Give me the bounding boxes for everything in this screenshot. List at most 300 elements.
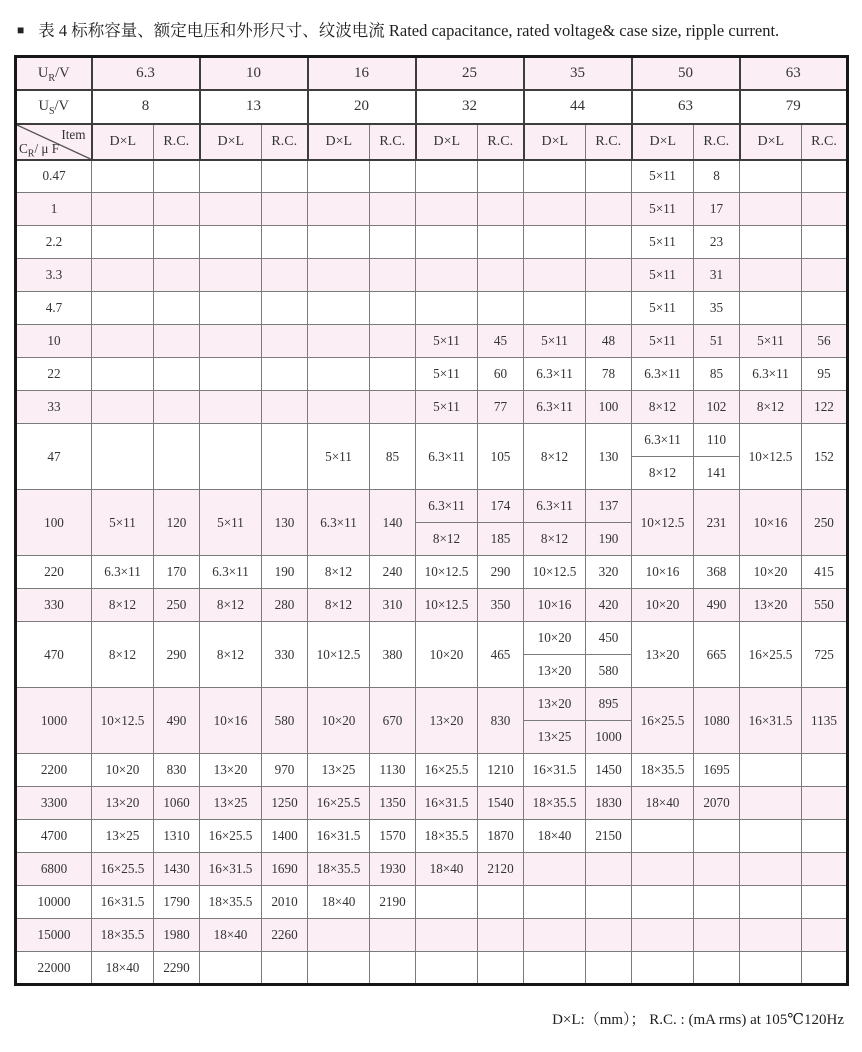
ripple-current-cell: 290 bbox=[478, 556, 524, 589]
empty-cell bbox=[92, 193, 154, 226]
case-size-cell: 8×12 bbox=[740, 391, 802, 424]
empty-cell bbox=[200, 292, 262, 325]
table-title bbox=[17, 17, 779, 41]
ripple-current-cell: 130 bbox=[262, 490, 308, 556]
empty-cell bbox=[802, 919, 848, 952]
ripple-current-cell: 1790 bbox=[154, 886, 200, 919]
case-size-cell: 6.3×11 bbox=[524, 391, 586, 424]
empty-cell bbox=[154, 259, 200, 292]
case-size-cell: 6.3×11 bbox=[524, 358, 586, 391]
empty-cell bbox=[740, 853, 802, 886]
ripple-current-cell: 1400 bbox=[262, 820, 308, 853]
surge-voltage-value: 79 bbox=[740, 90, 848, 124]
cr-label-subscript: R bbox=[27, 148, 35, 160]
case-size-cell: 5×11 bbox=[200, 490, 262, 556]
case-size-cell: 16×31.5 bbox=[200, 853, 262, 886]
case-size-cell: 10×12.5 bbox=[92, 688, 154, 754]
ripple-current-cell: 2120 bbox=[478, 853, 524, 886]
rc-header-cell: R.C. bbox=[586, 124, 632, 160]
data-row bbox=[16, 160, 848, 193]
empty-cell bbox=[308, 193, 370, 226]
empty-cell bbox=[740, 226, 802, 259]
empty-cell bbox=[632, 886, 694, 919]
surge-voltage-row bbox=[16, 90, 848, 124]
case-size-cell: 8×12 bbox=[632, 391, 694, 424]
ur-label-base: U bbox=[37, 64, 49, 81]
ripple-current-cell: 35 bbox=[694, 292, 740, 325]
case-size-cell: 10×12.5 bbox=[416, 556, 478, 589]
empty-cell bbox=[92, 160, 154, 193]
case-size-cell: 10×16 bbox=[524, 589, 586, 622]
empty-cell bbox=[262, 160, 308, 193]
empty-cell bbox=[802, 160, 848, 193]
empty-cell bbox=[154, 292, 200, 325]
data-row bbox=[16, 952, 848, 985]
data-row bbox=[16, 622, 848, 655]
ripple-current-cell: 100 bbox=[586, 391, 632, 424]
empty-cell bbox=[370, 259, 416, 292]
case-size-cell: 5×11 bbox=[308, 424, 370, 490]
empty-cell bbox=[92, 292, 154, 325]
table-body bbox=[16, 160, 848, 985]
empty-cell bbox=[200, 358, 262, 391]
empty-cell bbox=[200, 226, 262, 259]
ripple-current-cell: 465 bbox=[478, 622, 524, 688]
ripple-current-cell: 490 bbox=[694, 589, 740, 622]
empty-cell bbox=[262, 358, 308, 391]
empty-cell bbox=[308, 226, 370, 259]
case-size-cell: 5×11 bbox=[632, 160, 694, 193]
empty-cell bbox=[308, 259, 370, 292]
ripple-current-cell: 550 bbox=[802, 589, 848, 622]
case-size-cell: 18×35.5 bbox=[416, 820, 478, 853]
rc-header-cell: R.C. bbox=[154, 124, 200, 160]
empty-cell bbox=[308, 919, 370, 952]
ripple-current-cell: 2190 bbox=[370, 886, 416, 919]
empty-cell bbox=[308, 358, 370, 391]
case-size-cell: 6.3×11 bbox=[200, 556, 262, 589]
case-size-cell: 5×11 bbox=[416, 358, 478, 391]
units-footnote: D×L:（mm）； R.C. : (mA rms) at 105℃120Hz bbox=[552, 1012, 844, 1028]
ripple-current-cell: 670 bbox=[370, 688, 416, 754]
ripple-current-cell: 85 bbox=[694, 358, 740, 391]
empty-cell bbox=[694, 886, 740, 919]
empty-cell bbox=[740, 919, 802, 952]
empty-cell bbox=[586, 952, 632, 985]
empty-cell bbox=[802, 787, 848, 820]
ripple-current-cell: 580 bbox=[586, 655, 632, 688]
empty-cell bbox=[370, 358, 416, 391]
empty-cell bbox=[524, 292, 586, 325]
ripple-current-cell: 380 bbox=[370, 622, 416, 688]
ripple-current-cell: 1250 bbox=[262, 787, 308, 820]
data-row bbox=[16, 325, 848, 358]
empty-cell bbox=[370, 391, 416, 424]
ripple-current-cell: 31 bbox=[694, 259, 740, 292]
rated-voltage-value: 10 bbox=[200, 57, 308, 90]
dxl-header-cell: D×L bbox=[200, 124, 262, 160]
ripple-current-cell: 250 bbox=[802, 490, 848, 556]
empty-cell bbox=[262, 193, 308, 226]
empty-cell bbox=[632, 952, 694, 985]
case-size-cell: 8×12 bbox=[632, 457, 694, 490]
empty-cell bbox=[370, 952, 416, 985]
empty-cell bbox=[694, 952, 740, 985]
ripple-current-cell: 450 bbox=[586, 622, 632, 655]
capacitance-cell: 3.3 bbox=[16, 259, 92, 292]
case-size-cell: 16×25.5 bbox=[200, 820, 262, 853]
empty-cell bbox=[262, 259, 308, 292]
case-size-cell: 18×40 bbox=[200, 919, 262, 952]
ripple-current-cell: 2290 bbox=[154, 952, 200, 985]
ripple-current-cell: 350 bbox=[478, 589, 524, 622]
case-size-cell: 16×25.5 bbox=[92, 853, 154, 886]
rated-voltage-value: 35 bbox=[524, 57, 632, 90]
rc-header-cell: R.C. bbox=[370, 124, 416, 160]
data-row bbox=[16, 292, 848, 325]
case-size-cell: 13×20 bbox=[740, 589, 802, 622]
empty-cell bbox=[632, 919, 694, 952]
ripple-current-cell: 1690 bbox=[262, 853, 308, 886]
empty-cell bbox=[200, 325, 262, 358]
empty-cell bbox=[416, 292, 478, 325]
case-size-cell: 18×35.5 bbox=[524, 787, 586, 820]
empty-cell bbox=[740, 193, 802, 226]
empty-cell bbox=[802, 226, 848, 259]
empty-cell bbox=[92, 358, 154, 391]
empty-cell bbox=[586, 160, 632, 193]
dxl-header-cell: D×L bbox=[416, 124, 478, 160]
data-row bbox=[16, 391, 848, 424]
empty-cell bbox=[740, 787, 802, 820]
empty-cell bbox=[416, 259, 478, 292]
rated-voltage-value: 63 bbox=[740, 57, 848, 90]
empty-cell bbox=[802, 886, 848, 919]
surge-voltage-value: 63 bbox=[632, 90, 740, 124]
ripple-current-cell: 1000 bbox=[586, 721, 632, 754]
ripple-current-cell: 85 bbox=[370, 424, 416, 490]
empty-cell bbox=[586, 886, 632, 919]
empty-cell bbox=[524, 886, 586, 919]
ripple-current-cell: 105 bbox=[478, 424, 524, 490]
case-size-cell: 18×35.5 bbox=[632, 754, 694, 787]
empty-cell bbox=[92, 259, 154, 292]
ripple-current-cell: 830 bbox=[478, 688, 524, 754]
ripple-current-cell: 580 bbox=[262, 688, 308, 754]
case-size-cell: 10×12.5 bbox=[632, 490, 694, 556]
empty-cell bbox=[200, 193, 262, 226]
case-size-cell: 10×20 bbox=[92, 754, 154, 787]
data-row bbox=[16, 853, 848, 886]
ripple-current-cell: 240 bbox=[370, 556, 416, 589]
ripple-current-cell: 102 bbox=[694, 391, 740, 424]
empty-cell bbox=[92, 391, 154, 424]
case-size-cell: 8×12 bbox=[308, 589, 370, 622]
ripple-current-cell: 170 bbox=[154, 556, 200, 589]
ripple-current-cell: 60 bbox=[478, 358, 524, 391]
empty-cell bbox=[370, 325, 416, 358]
surge-voltage-value: 32 bbox=[416, 90, 524, 124]
case-size-cell: 16×25.5 bbox=[740, 622, 802, 688]
ripple-current-cell: 1830 bbox=[586, 787, 632, 820]
data-row bbox=[16, 919, 848, 952]
case-size-cell: 6.3×11 bbox=[740, 358, 802, 391]
case-size-cell: 8×12 bbox=[524, 424, 586, 490]
capacitance-cell: 10000 bbox=[16, 886, 92, 919]
empty-cell bbox=[524, 226, 586, 259]
data-row bbox=[16, 259, 848, 292]
case-size-cell: 13×25 bbox=[92, 820, 154, 853]
ripple-current-cell: 51 bbox=[694, 325, 740, 358]
empty-cell bbox=[370, 292, 416, 325]
empty-cell bbox=[262, 952, 308, 985]
empty-cell bbox=[478, 226, 524, 259]
empty-cell bbox=[308, 325, 370, 358]
empty-cell bbox=[154, 226, 200, 259]
dxl-header-cell: D×L bbox=[632, 124, 694, 160]
case-size-cell: 16×25.5 bbox=[308, 787, 370, 820]
us-label-subscript: S bbox=[48, 105, 55, 117]
ripple-current-cell: 420 bbox=[586, 589, 632, 622]
case-size-cell: 10×16 bbox=[632, 556, 694, 589]
case-size-cell: 6.3×11 bbox=[416, 490, 478, 523]
empty-cell bbox=[586, 292, 632, 325]
ripple-current-cell: 330 bbox=[262, 622, 308, 688]
rc-header-cell: R.C. bbox=[802, 124, 848, 160]
ripple-current-cell: 130 bbox=[586, 424, 632, 490]
case-size-cell: 13×25 bbox=[200, 787, 262, 820]
ripple-current-cell: 1060 bbox=[154, 787, 200, 820]
capacitance-cell: 47 bbox=[16, 424, 92, 490]
surge-voltage-value: 44 bbox=[524, 90, 632, 124]
empty-cell bbox=[478, 886, 524, 919]
ripple-current-cell: 1695 bbox=[694, 754, 740, 787]
ripple-current-cell: 23 bbox=[694, 226, 740, 259]
ripple-current-cell: 17 bbox=[694, 193, 740, 226]
ripple-current-cell: 320 bbox=[586, 556, 632, 589]
case-size-cell: 5×11 bbox=[740, 325, 802, 358]
empty-cell bbox=[416, 193, 478, 226]
ripple-current-cell: 310 bbox=[370, 589, 416, 622]
empty-cell bbox=[416, 226, 478, 259]
ripple-current-cell: 1540 bbox=[478, 787, 524, 820]
data-row bbox=[16, 820, 848, 853]
empty-cell bbox=[416, 886, 478, 919]
us-label-cell bbox=[16, 90, 92, 124]
capacitance-cell: 2.2 bbox=[16, 226, 92, 259]
case-size-cell: 5×11 bbox=[416, 325, 478, 358]
empty-cell bbox=[478, 292, 524, 325]
column-header-row bbox=[16, 124, 848, 160]
case-size-cell: 5×11 bbox=[92, 490, 154, 556]
case-size-cell: 10×12.5 bbox=[308, 622, 370, 688]
case-size-cell: 18×40 bbox=[632, 787, 694, 820]
empty-cell bbox=[740, 292, 802, 325]
case-size-cell: 13×20 bbox=[416, 688, 478, 754]
ripple-current-cell: 970 bbox=[262, 754, 308, 787]
case-size-cell: 16×25.5 bbox=[632, 688, 694, 754]
ripple-current-cell: 48 bbox=[586, 325, 632, 358]
data-row bbox=[16, 424, 848, 457]
empty-cell bbox=[262, 325, 308, 358]
capacitance-cell: 1 bbox=[16, 193, 92, 226]
rated-voltage-row bbox=[16, 57, 848, 90]
case-size-cell: 10×12.5 bbox=[416, 589, 478, 622]
case-size-cell: 8×12 bbox=[200, 589, 262, 622]
ripple-current-cell: 77 bbox=[478, 391, 524, 424]
ripple-current-cell: 250 bbox=[154, 589, 200, 622]
case-size-cell: 6.3×11 bbox=[92, 556, 154, 589]
case-size-cell: 16×31.5 bbox=[740, 688, 802, 754]
capacitance-cell: 100 bbox=[16, 490, 92, 556]
ripple-current-cell: 1930 bbox=[370, 853, 416, 886]
surge-voltage-value: 8 bbox=[92, 90, 200, 124]
case-size-cell: 10×20 bbox=[308, 688, 370, 754]
ur-label-cell bbox=[16, 57, 92, 90]
empty-cell bbox=[154, 193, 200, 226]
case-size-cell: 18×35.5 bbox=[92, 919, 154, 952]
case-size-cell: 18×40 bbox=[92, 952, 154, 985]
empty-cell bbox=[308, 160, 370, 193]
capacitance-cell: 15000 bbox=[16, 919, 92, 952]
case-size-cell: 10×20 bbox=[632, 589, 694, 622]
empty-cell bbox=[478, 193, 524, 226]
ripple-current-cell: 1980 bbox=[154, 919, 200, 952]
case-size-cell: 5×11 bbox=[632, 226, 694, 259]
case-size-cell: 16×25.5 bbox=[416, 754, 478, 787]
empty-cell bbox=[740, 886, 802, 919]
capacitance-cell: 0.47 bbox=[16, 160, 92, 193]
ripple-current-cell: 490 bbox=[154, 688, 200, 754]
case-size-cell: 10×20 bbox=[524, 622, 586, 655]
ripple-current-cell: 141 bbox=[694, 457, 740, 490]
empty-cell bbox=[740, 160, 802, 193]
ripple-current-cell: 231 bbox=[694, 490, 740, 556]
cr-label-suffix: / μ F bbox=[34, 140, 60, 156]
empty-cell bbox=[154, 160, 200, 193]
data-row bbox=[16, 556, 848, 589]
ripple-current-cell: 725 bbox=[802, 622, 848, 688]
ur-label-suffix: /V bbox=[55, 64, 70, 81]
case-size-cell: 16×31.5 bbox=[308, 820, 370, 853]
case-size-cell: 10×20 bbox=[416, 622, 478, 688]
empty-cell bbox=[586, 226, 632, 259]
data-row bbox=[16, 193, 848, 226]
empty-cell bbox=[262, 292, 308, 325]
case-size-cell: 10×16 bbox=[200, 688, 262, 754]
case-size-cell: 5×11 bbox=[632, 325, 694, 358]
rated-voltage-value: 16 bbox=[308, 57, 416, 90]
ripple-current-cell: 1310 bbox=[154, 820, 200, 853]
empty-cell bbox=[92, 325, 154, 358]
empty-cell bbox=[262, 391, 308, 424]
empty-cell bbox=[262, 424, 308, 490]
empty-cell bbox=[586, 853, 632, 886]
rc-header-cell: R.C. bbox=[262, 124, 308, 160]
empty-cell bbox=[478, 952, 524, 985]
ripple-current-cell: 2260 bbox=[262, 919, 308, 952]
empty-cell bbox=[694, 820, 740, 853]
empty-cell bbox=[154, 325, 200, 358]
dxl-header-cell: D×L bbox=[308, 124, 370, 160]
case-size-cell: 10×16 bbox=[740, 490, 802, 556]
dxl-header-cell: D×L bbox=[524, 124, 586, 160]
table-title-text: 表 4 标称容量、额定电压和外形尺寸、纹波电流 Rated capacitance, rated voltage& case size, ripple current. bbox=[38, 21, 780, 40]
empty-cell bbox=[586, 193, 632, 226]
case-size-cell: 18×35.5 bbox=[200, 886, 262, 919]
case-size-cell: 8×12 bbox=[308, 556, 370, 589]
ripple-current-cell: 1870 bbox=[478, 820, 524, 853]
ripple-current-cell: 152 bbox=[802, 424, 848, 490]
empty-cell bbox=[370, 160, 416, 193]
ripple-current-cell: 45 bbox=[478, 325, 524, 358]
empty-cell bbox=[586, 919, 632, 952]
ripple-current-cell: 8 bbox=[694, 160, 740, 193]
empty-cell bbox=[802, 259, 848, 292]
empty-cell bbox=[524, 952, 586, 985]
rc-header-cell: R.C. bbox=[478, 124, 524, 160]
ripple-current-cell: 280 bbox=[262, 589, 308, 622]
us-label-suffix: /V bbox=[54, 98, 70, 114]
data-row bbox=[16, 226, 848, 259]
empty-cell bbox=[740, 952, 802, 985]
capacitance-cell: 10 bbox=[16, 325, 92, 358]
case-size-cell: 10×20 bbox=[740, 556, 802, 589]
empty-cell bbox=[262, 226, 308, 259]
empty-cell bbox=[200, 259, 262, 292]
us-label-base: U bbox=[38, 98, 49, 114]
ripple-current-cell: 1135 bbox=[802, 688, 848, 754]
empty-cell bbox=[478, 259, 524, 292]
case-size-cell: 6.3×11 bbox=[524, 490, 586, 523]
empty-cell bbox=[154, 424, 200, 490]
capacitance-cell: 220 bbox=[16, 556, 92, 589]
empty-cell bbox=[92, 226, 154, 259]
data-row bbox=[16, 490, 848, 523]
ripple-current-cell: 1130 bbox=[370, 754, 416, 787]
capacitance-cell: 1000 bbox=[16, 688, 92, 754]
case-size-cell: 13×25 bbox=[524, 721, 586, 754]
ripple-current-cell: 190 bbox=[262, 556, 308, 589]
surge-voltage-value: 20 bbox=[308, 90, 416, 124]
ripple-current-cell: 1350 bbox=[370, 787, 416, 820]
empty-cell bbox=[802, 952, 848, 985]
case-size-cell: 5×11 bbox=[416, 391, 478, 424]
rated-voltage-value: 50 bbox=[632, 57, 740, 90]
ripple-current-cell: 95 bbox=[802, 358, 848, 391]
case-size-cell: 6.3×11 bbox=[416, 424, 478, 490]
empty-cell bbox=[200, 391, 262, 424]
ripple-current-cell: 1080 bbox=[694, 688, 740, 754]
ripple-current-cell: 665 bbox=[694, 622, 740, 688]
empty-cell bbox=[632, 853, 694, 886]
capacitance-cell: 330 bbox=[16, 589, 92, 622]
dxl-header-cell: D×L bbox=[92, 124, 154, 160]
empty-cell bbox=[524, 193, 586, 226]
case-size-cell: 6.3×11 bbox=[632, 424, 694, 457]
case-size-cell: 18×40 bbox=[524, 820, 586, 853]
case-size-cell: 18×35.5 bbox=[308, 853, 370, 886]
empty-cell bbox=[740, 259, 802, 292]
empty-cell bbox=[802, 820, 848, 853]
empty-cell bbox=[308, 952, 370, 985]
empty-cell bbox=[524, 259, 586, 292]
data-row bbox=[16, 358, 848, 391]
data-row bbox=[16, 886, 848, 919]
empty-cell bbox=[740, 820, 802, 853]
empty-cell bbox=[416, 160, 478, 193]
empty-cell bbox=[524, 853, 586, 886]
